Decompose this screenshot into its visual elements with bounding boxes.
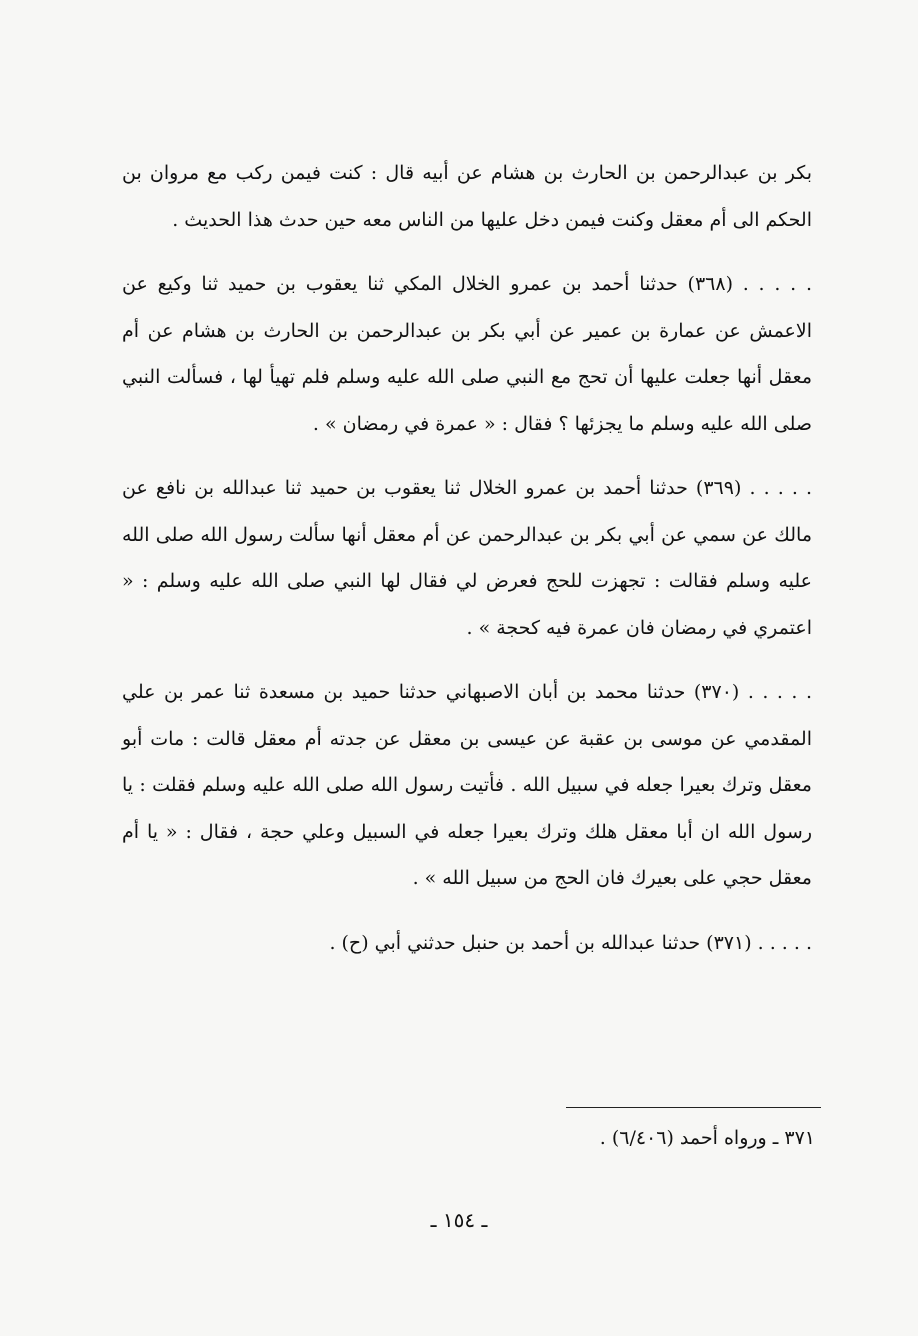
footnote: ٣٧١ ـ ورواه أحمد (٦/٤٠٦) . (599, 1127, 815, 1149)
paragraph-intro: بكر بن عبدالرحمن بن الحارث بن هشام عن أبيه قال : كنت فيمن ركب مع مروان بن الحكم الى أم معقل وكنت فيمن دخل عليها من الناس معه حين حدث هذا الحديث . (122, 162, 812, 231)
main-text (122, 150, 812, 966)
page-number: ـ ١٥٤ ـ (430, 1208, 488, 1232)
footnote-separator (566, 1107, 821, 1108)
hadith-369: . . . . . (٣٦٩) حدثنا أحمد بن عمرو الخلال ثنا يعقوب بن حميد ثنا عبدالله بن نافع عن مالك عن سمي عن أبي بكر بن عبدالرحمن عن أم معقل أنها سألت رسول الله صلى الله عليه وسلم فقالت : تجهزت للحج فعرض لي فقال لها النبي صلى الله عليه وسلم : « اعتمري في رمضان فان عمرة فيه كحجة » . (122, 477, 812, 639)
hadith-368: . . . . . (٣٦٨) حدثنا أحمد بن عمرو الخلال المكي ثنا يعقوب بن حميد ثنا وكيع عن الاعمش عن عمارة بن عمير عن أبي بكر بن عبدالرحمن بن الحارث بن هشام عن أم معقل أنها جعلت عليها أن تحج مع النبي صلى الله عليه وسلم فلم تهيأ لها ، فسألت النبي صلى الله عليه وسلم ما يجزئها ؟ فقال : « عمرة في رمضان » . (122, 273, 813, 435)
hadith-370: . . . . . (٣٧٠) حدثنا محمد بن أبان الاصبهاني حدثنا حميد بن مسعدة ثنا عمر بن علي المقدمي عن موسى بن عقبة عن عيسى بن معقل عن جدته أم معقل قالت : مات أبو معقل وترك بعيرا جعله في سبيل الله . فأتيت رسول الله صلى الله عليه وسلم فقلت : يا رسول الله ان أبا معقل هلك وترك بعيرا جعله في السبيل وعلي حجة ، فقال : « يا أم معقل حجي على بعيرك فان الحج من سبيل الله » . (122, 681, 812, 889)
hadith-371: . . . . . (٣٧١) حدثنا عبدالله بن أحمد بن حنبل حدثني أبي (ح) . (329, 931, 812, 954)
